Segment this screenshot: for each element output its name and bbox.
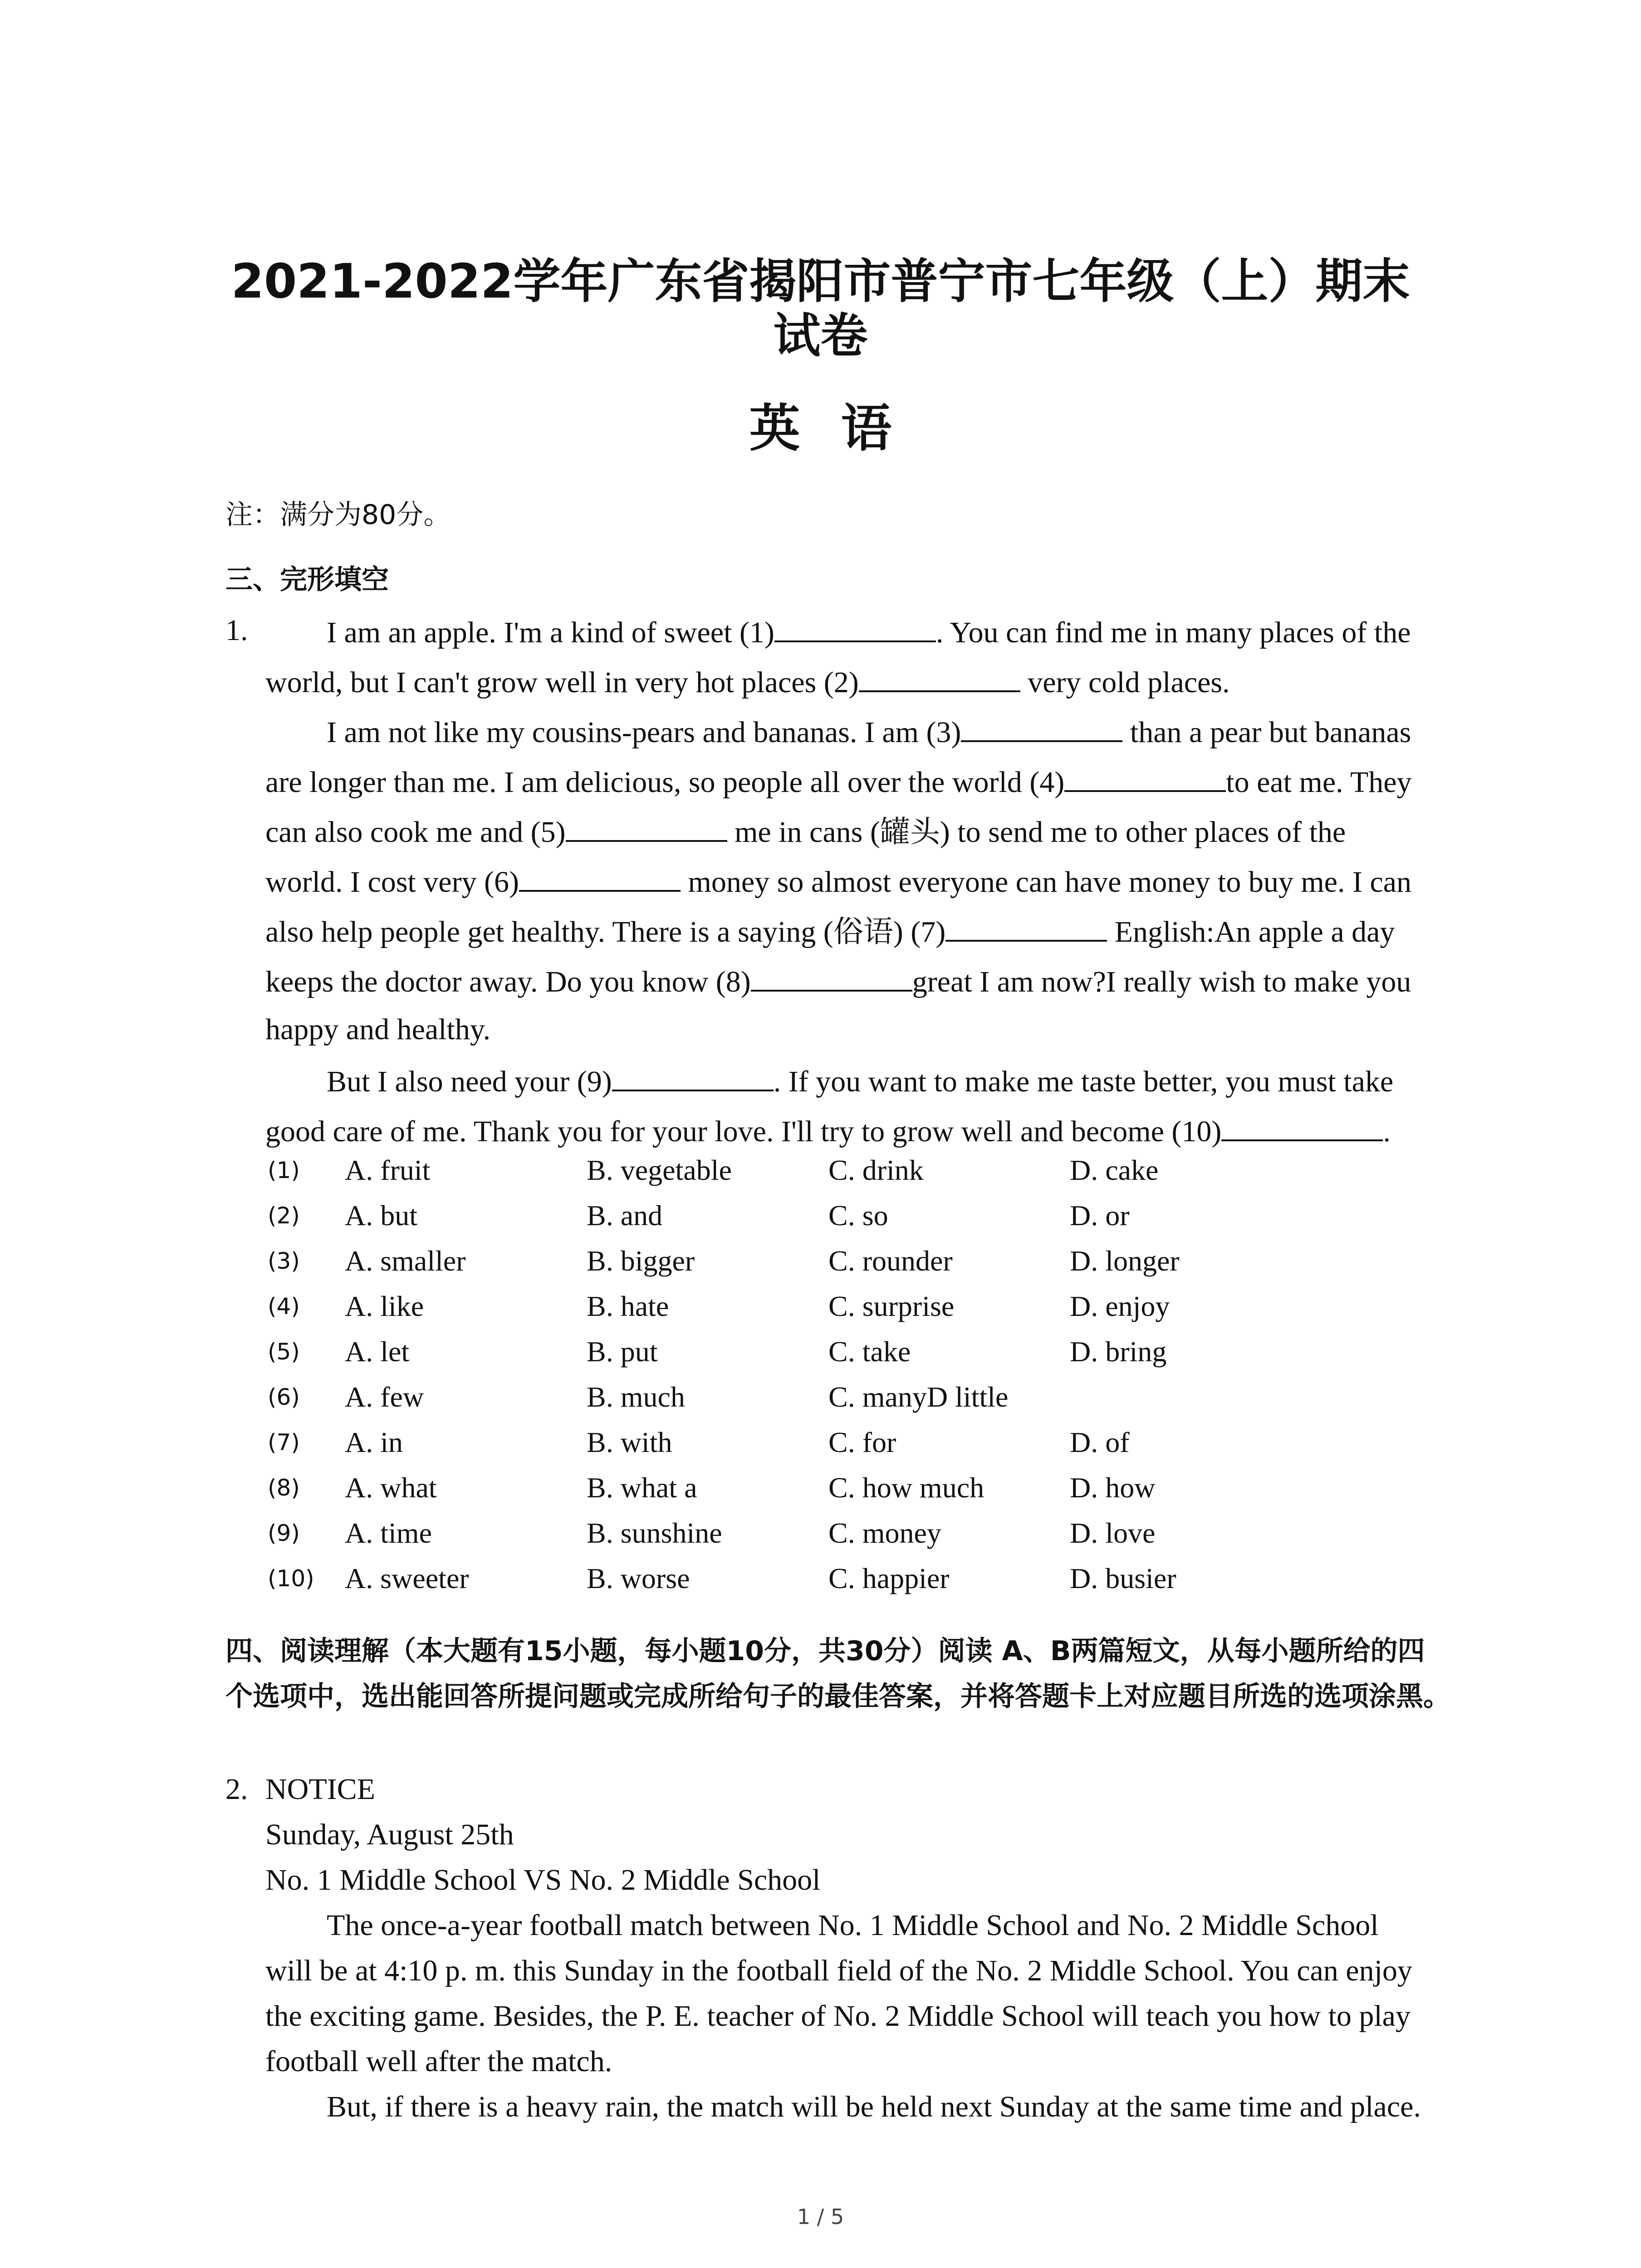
- option-c: C. surprise: [828, 1290, 955, 1322]
- option-a: A. sweeter: [345, 1562, 469, 1594]
- score-note: 注：满分为80分。: [225, 499, 451, 531]
- page-number: 1 / 5: [797, 2204, 844, 2229]
- option-row: (2) A. but B. and C. so D. or: [0, 1198, 1641, 1234]
- option-a: A. time: [345, 1517, 432, 1549]
- option-row: (6) A. few B. much C. manyD little: [0, 1379, 1641, 1415]
- option-c: C. rounder: [828, 1245, 953, 1277]
- passage-line: But I also need your (9) . If you want to make me taste better, you must take: [327, 1061, 1393, 1100]
- option-a: A. few: [345, 1381, 424, 1413]
- passage-line: football well after the match.: [265, 2045, 612, 2078]
- section-cloze-heading: 三、完形填空: [225, 564, 389, 596]
- blank-4: [1064, 762, 1226, 792]
- blank-9: [612, 1061, 774, 1091]
- option-c: C. how much: [828, 1471, 985, 1504]
- blank-5: [566, 812, 727, 842]
- option-d: D. enjoy: [1070, 1290, 1170, 1322]
- passage-line: I am an apple. I'm a kind of sweet (1) . You can find me in many places of the: [327, 612, 1411, 651]
- notice-date: Sunday, August 25th: [265, 1818, 514, 1851]
- option-a: A. like: [345, 1290, 424, 1322]
- option-row: (7) A. in B. with C. for D. of: [0, 1424, 1641, 1461]
- passage-line: I am not like my cousins-pears and bananas. I am (3) than a pear but bananas: [327, 712, 1411, 751]
- option-b: B. worse: [587, 1562, 690, 1594]
- option-d: D. how: [1070, 1471, 1156, 1504]
- option-row: (1) A. fruit B. vegetable C. drink D. cake: [0, 1152, 1641, 1188]
- option-b: B. with: [587, 1426, 672, 1458]
- option-d: D. cake: [1070, 1154, 1159, 1186]
- subject-title: 英语: [749, 399, 933, 458]
- passage-line: keeps the doctor away. Do you know (8) great I am now?I really wish to make you: [265, 962, 1411, 1000]
- option-row: (3) A. smaller B. bigger C. rounder D. longer: [0, 1243, 1641, 1279]
- option-b: B. bigger: [587, 1245, 695, 1277]
- option-d: D. bring: [1070, 1335, 1167, 1368]
- notice-match: No. 1 Middle School VS No. 2 Middle School: [265, 1863, 821, 1897]
- option-c: C. happier: [828, 1562, 950, 1594]
- option-a: A. what: [345, 1471, 437, 1504]
- blank-6: [519, 862, 681, 892]
- option-a: A. let: [345, 1335, 410, 1368]
- option-row: (5) A. let B. put C. take D. bring: [0, 1334, 1641, 1370]
- exam-title-line1: 2021-2022学年广东省揭阳市普宁市七年级（上）期末: [231, 254, 1410, 309]
- option-a: A. in: [345, 1426, 403, 1458]
- passage-line: good care of me. Thank you for your love. I'll try to grow well and become (10) .: [265, 1111, 1391, 1150]
- section-reading-heading: 四、阅读理解（本大题有15小题，每小题10分，共30分）阅读 A、B两篇短文，从每小题所给的四个选项中，选出能回答所提问题或完成所给句子的最佳答案，并将答题卡上对应题目所选的选项涂黑。: [225, 1635, 1450, 1712]
- option-b: B. vegetable: [587, 1154, 732, 1186]
- option-c: C. drink: [828, 1154, 924, 1186]
- option-row: (10) A. sweeter B. worse C. happier D. busier: [0, 1560, 1641, 1597]
- passage-line: But, if there is a heavy rain, the match will be held next Sunday at the same time and place.: [327, 2090, 1421, 2123]
- notice-title: NOTICE: [265, 1773, 375, 1806]
- option-d: D. longer: [1070, 1245, 1180, 1277]
- question-number: 1.: [225, 614, 248, 647]
- question-number: 2.: [225, 1773, 248, 1806]
- option-d: D. busier: [1070, 1562, 1176, 1594]
- option-d: D. of: [1070, 1426, 1130, 1458]
- blank-2: [859, 662, 1020, 692]
- option-b: B. sunshine: [587, 1517, 722, 1549]
- option-c: C. for: [828, 1426, 896, 1458]
- option-d: D. or: [1070, 1199, 1130, 1232]
- passage-line: can also cook me and (5) me in cans (罐头) to send me to other places of the: [265, 812, 1346, 850]
- option-d: D. love: [1070, 1517, 1156, 1549]
- option-b: B. put: [587, 1335, 658, 1368]
- option-a: A. but: [345, 1199, 417, 1232]
- passage-line: also help people get healthy. There is a saying (俗语) (7) English:An apple a day: [265, 912, 1395, 950]
- passage-line: happy and healthy.: [265, 1013, 491, 1046]
- exam-title-line2: 试卷: [773, 308, 868, 363]
- option-c: C. manyD little: [828, 1381, 1009, 1413]
- option-row: (4) A. like B. hate C. surprise D. enjoy: [0, 1288, 1641, 1325]
- passage-line: The once-a-year football match between No. 1 Middle School and No. 2 Middle School: [327, 1909, 1379, 1942]
- passage-line: world, but I can't grow well in very hot places (2) very cold places.: [265, 662, 1230, 701]
- option-a: A. fruit: [345, 1154, 431, 1186]
- option-c: C. take: [828, 1335, 911, 1368]
- passage-line: the exciting game. Besides, the P. E. teacher of No. 2 Middle School will teach you how to play: [265, 1999, 1411, 2033]
- option-c: C. money: [828, 1517, 941, 1549]
- blank-1: [774, 612, 936, 642]
- option-row: (9) A. time B. sunshine C. money D. love: [0, 1515, 1641, 1551]
- option-b: B. and: [587, 1199, 663, 1232]
- option-a: A. smaller: [345, 1245, 466, 1277]
- option-b: B. much: [587, 1381, 685, 1413]
- passage-line: will be at 4:10 p. m. this Sunday in the football field of the No. 2 Middle School. You can enjoy: [265, 1954, 1412, 1987]
- option-b: B. hate: [587, 1290, 669, 1322]
- passage-line: are longer than me. I am delicious, so people all over the world (4) to eat me. They: [265, 762, 1412, 801]
- option-row: (8) A. what B. what a C. how much D. how: [0, 1470, 1641, 1506]
- blank-3: [961, 712, 1122, 742]
- option-b: B. what a: [587, 1471, 697, 1504]
- passage-line: world. I cost very (6) money so almost everyone can have money to buy me. I can: [265, 862, 1411, 900]
- blank-10: [1221, 1111, 1383, 1141]
- blank-7: [945, 912, 1107, 942]
- blank-8: [751, 962, 912, 992]
- option-c: C. so: [828, 1199, 888, 1232]
